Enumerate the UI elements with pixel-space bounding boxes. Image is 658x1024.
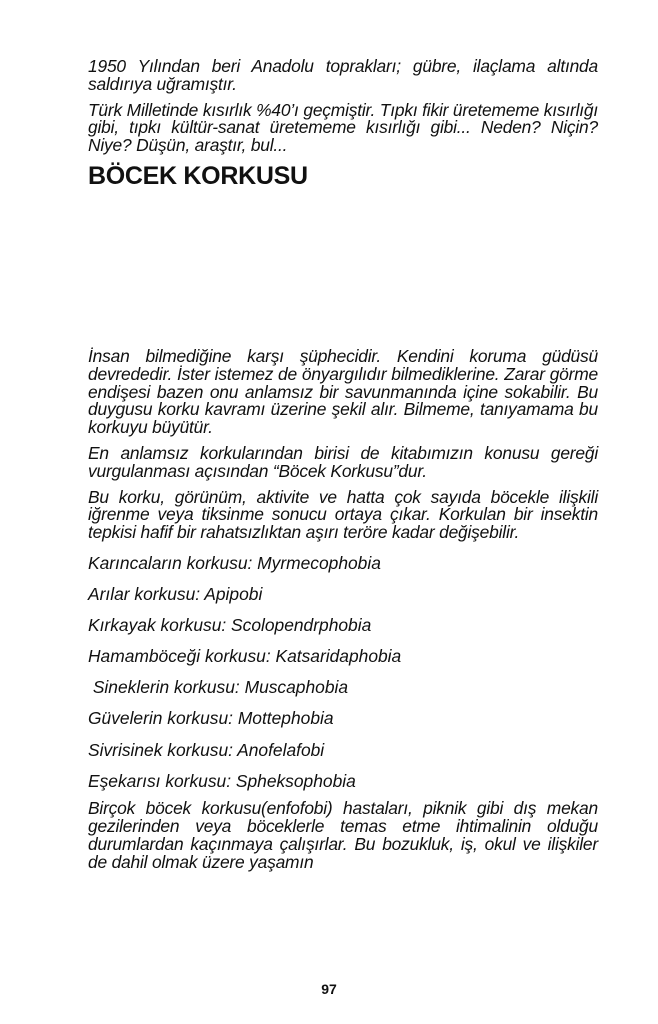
section-title: BÖCEK KORKUSU	[88, 161, 308, 190]
phobia-item: Karıncaların korkusu: Myrmecophobia	[88, 552, 381, 573]
body-paragraph-2: En anlamsız korkularından birisi de kitabımızın konusu gereği vurgulanması açısından “Böcek Korkusu”dur.	[88, 442, 598, 481]
phobia-item: Eşekarısı korkusu: Spheksophobia	[88, 770, 356, 791]
phobia-item: Sivrisinek korkusu: Anofelafobi	[88, 739, 325, 760]
page-number: 97	[321, 981, 337, 997]
body-paragraph-3: Bu korku, görünüm, aktivite ve hatta çok sayıda böcekle ilişkili iğrenme veya tiksinme sonucu ortaya çıkar. Korkulan bir insektin tepkisi hafif bir rahatsızlıktan aşırı teröre kadar değişebilir.	[88, 486, 598, 543]
blank-image-area	[88, 191, 598, 348]
intro-paragraph-1: 1950 Yılından beri Anadolu toprakları; gübre, ilaçlama altında saldırıya uğramıştır.	[88, 56, 598, 94]
body-paragraph-4: Birçok böcek korkusu(enfofobi) hastaları, piknik gibi dış mekan gezilerinden veya böceklerle temas etme ihtimalinin olduğu durumlardan kaçınmaya çalışırlar. Bu bozukluk, iş, okul ve ilişkiler de dahil olmak üzere yaşamın	[88, 798, 598, 872]
phobia-item: Arılar korkusu: Apipobi	[88, 584, 263, 605]
phobia-item: Kırkayak korkusu: Scolopendrphobia	[88, 615, 372, 636]
phobia-item: Sineklerin korkusu: Muscaphobia	[88, 677, 349, 698]
phobia-item: Hamamböceği korkusu: Katsaridaphobia	[88, 646, 402, 667]
intro-paragraph-2: Türk Milletinde kısırlık %40’ı geçmiştir. Tıpkı fikir üretememe kısırlığı gibi, tıpkı kültür-sanat üretememe kısırlığı gibi... Neden? Niçin? Niye? Düşün, araştır, bul...	[88, 99, 598, 156]
page-content	[88, 58, 598, 880]
phobia-list	[88, 552, 598, 791]
phobia-item: Güvelerin korkusu: Mottephobia	[88, 708, 334, 729]
body-paragraph-1: İnsan bilmediğine karşı şüphecidir. Kendini koruma güdüsü devrededir. İster istemez de önyargılıdır bilmediklerine. Zarar görme endişesi bazen onu anlamsız bir savunmanında içine sokabilir. Bu duygusu korku kavramı üzerine şekil alır. Bilmeme, tanıyamama bu korkuyu büyütür.	[88, 345, 598, 438]
